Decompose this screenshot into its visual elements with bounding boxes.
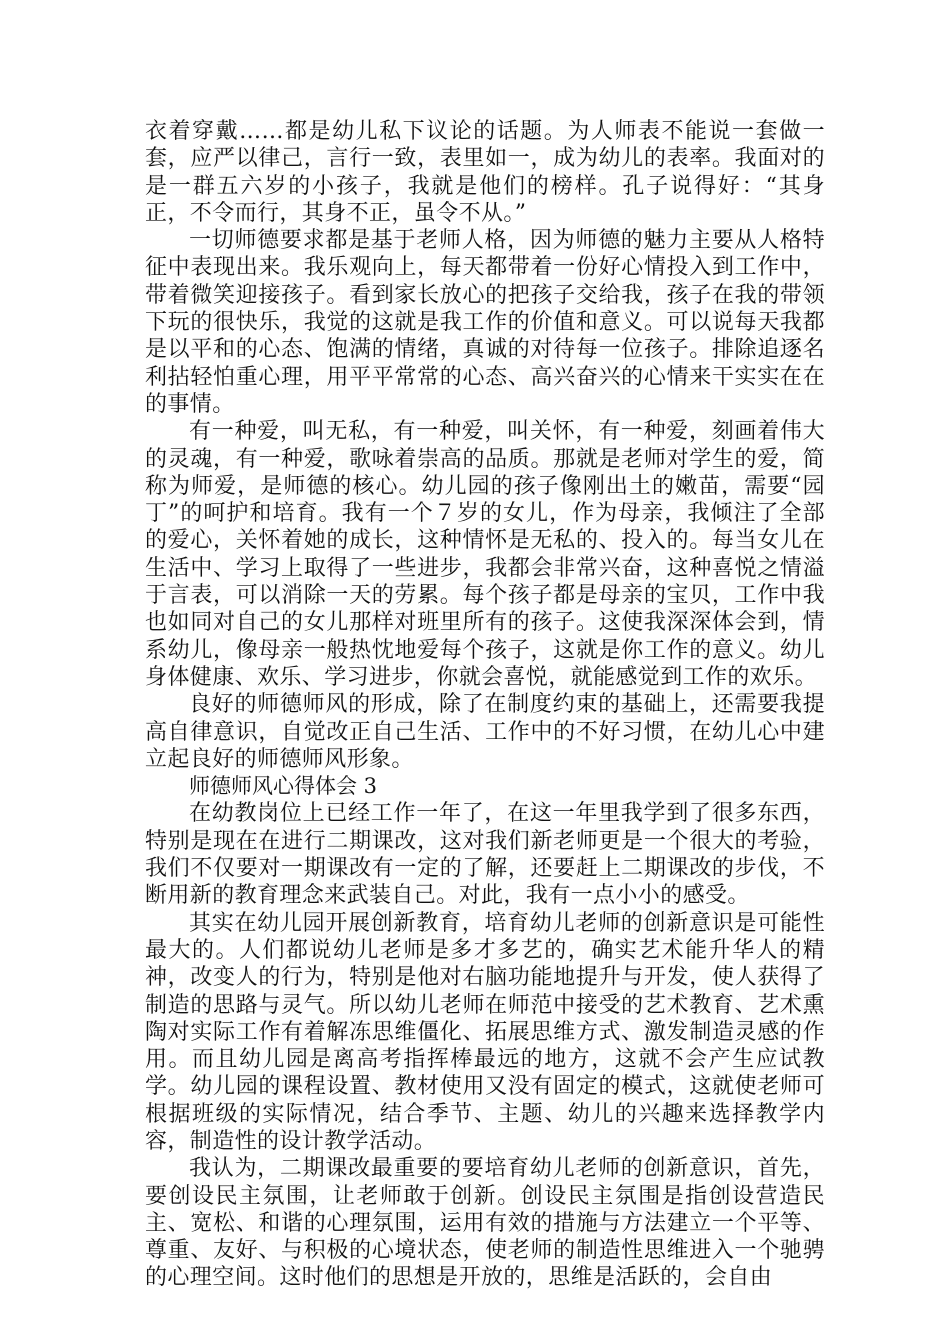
section-heading: 师德师风心得体会 3: [189, 774, 378, 799]
paragraph-2: 一切师德要求都是基于老师人格，因为师德的魅力主要从人格特征中表现出来。我乐观向上，每天都带着一份好心情投入到工作中，带着微笑迎接孩子。看到家长放心的把孩子交给我，孩子在我的带领下玩的很快乐，我觉的这就是我工作的价值和意义。可以说每天我都是以平和的心态、饱满的情绪，真诚的对待每一位孩子。排除追逐名利拈轻怕重心理，用平平常常的心态、高兴奋兴的心情来干实实在在的事情。: [145, 228, 825, 417]
paragraph-6: 其实在幼儿园开展创新教育，培育幼儿老师的创新意识是可能性最大的。人们都说幼儿老师是多才多艺的，确实艺术能升华人的精神，改变人的行为，特别是他对右脑功能地提升与开发，使人获得了制造的思路与灵气。所以幼儿老师在师范中接受的艺术教育、艺术熏陶对实际工作有着解冻思维僵化、拓展思维方式、激发制造灵感的作用。而且幼儿园是离高考指挥棒最远的地方，这就不会产生应试教学。幼儿园的课程设置、教材使用又没有固定的模式，这就使老师可根据班级的实际情况，结合季节、主题、幼儿的兴趣来选择教学内容，制造性的设计教学活动。: [145, 910, 825, 1154]
document-page: [145, 118, 825, 1292]
paragraph-3: 有一种爱，叫无私，有一种爱，叫关怀，有一种爱，刻画着伟大的灵魂，有一种爱，歌咏着崇高的品质。那就是老师对学生的爱，简称为师爱，是师德的核心。幼儿园的孩子像刚出土的嫩苗，需要“园丁”的呵护和培育。我有一个７岁的女儿，作为母亲，我倾注了全部的爱心，关怀着她的成长，这种情怀是无私的、投入的。每当女儿在生活中、学习上取得了一些进步，我都会非常兴奋，这种喜悦之情溢于言表，可以消除一天的劳累。每个孩子都是母亲的宝贝，工作中我也如同对自己的女儿那样对班里所有的孩子。这使我深深体会到，情系幼儿，像母亲一般热忱地爱每个孩子，这就是你工作的意义。幼儿身体健康、欢乐、学习进步，你就会喜悦，就能感觉到工作的欢乐。: [145, 419, 825, 690]
paragraph-1: 衣着穿戴……都是幼儿私下议论的话题。为人师表不能说一套做一套，应严以律己，言行一致，表里如一，成为幼儿的表率。我面对的是一群五六岁的小孩子，我就是他们的榜样。孔子说得好：“其身正，不令而行，其身不正，虽令不从。”: [145, 119, 825, 226]
paragraph-5: 在幼教岗位上已经工作一年了，在这一年里我学到了很多东西，特别是现在在进行二期课改，这对我们新老师更是一个很大的考验，我们不仅要对一期课改有一定的了解，还要赶上二期课改的步伐，不断用新的教育理念来武装自己。对此，我有一点小小的感受。: [145, 801, 825, 909]
paragraph-4: 良好的师德师风的形成，除了在制度约束的基础上，还需要我提高自律意识，自觉改正自己生活、工作中的不好习惯，在幼儿心中建立起良好的师德师风形象。: [145, 692, 825, 772]
paragraph-7: 我认为，二期课改最重要的要培育幼儿老师的创新意识，首先，要创设民主氛围，让老师敢于创新。创设民主氛围是指创设营造民主、宽松、和谐的心理氛围，运用有效的措施与方法建立一个平等、尊重、友好、与积极的心境状态，使老师的制造性思维进入一个驰骋的心理空间。这时他们的思想是开放的，思维是活跃的，会自由: [145, 1156, 825, 1291]
